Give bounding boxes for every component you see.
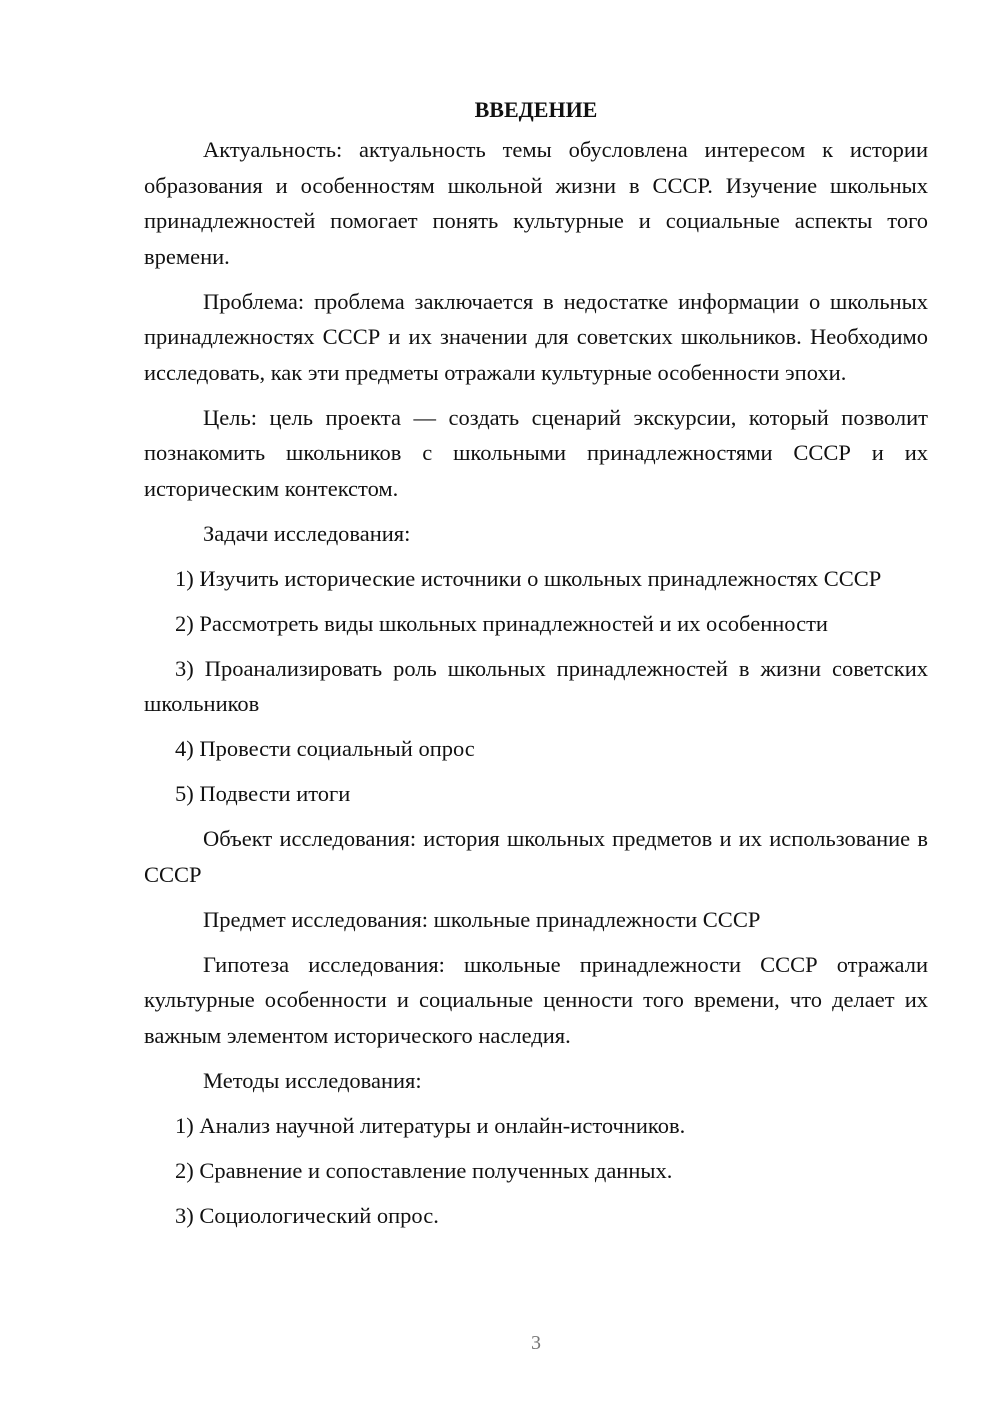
task-item: 1) Изучить исторические источники о школьных принадлежностях СССР — [175, 565, 882, 591]
method-item: 1) Анализ научной литературы и онлайн-источников. — [175, 1112, 686, 1138]
task-item: 5) Подвести итоги — [175, 781, 351, 806]
task-item: 3) Проанализировать роль школьных принадлежностей в жизни советских школьников — [144, 655, 928, 716]
section-title: ВВЕДЕНИЕ — [474, 97, 598, 122]
method-item: 3) Социологический опрос. — [175, 1202, 439, 1228]
methods-heading: Методы исследования: — [203, 1067, 422, 1093]
goal-paragraph: Цель: цель проекта — создать сценарий экскурсии, который позволит познакомить школьников с школьными принадлежностями СССР и их историческим контекстом. — [144, 404, 928, 501]
document-page — [144, 90, 928, 1243]
tasks-heading: Задачи исследования: — [203, 520, 411, 546]
page-number: 3 — [531, 1332, 541, 1354]
subject-paragraph: Предмет исследования: школьные принадлежности СССР — [203, 906, 761, 932]
task-item: 2) Рассмотреть виды школьных принадлежностей и их особенности — [175, 610, 828, 636]
method-item: 2) Сравнение и сопоставление полученных данных. — [175, 1157, 673, 1183]
object-paragraph: Объект исследования: история школьных предметов и их использование в СССР — [144, 826, 928, 887]
problem-paragraph: Проблема: проблема заключается в недостатке информации о школьных принадлежностях СССР и их значении для советских школьников. Необходимо исследовать, как эти предметы отражали культурные особенности эпохи. — [144, 288, 928, 385]
hypothesis-paragraph: Гипотеза исследования: школьные принадлежности СССР отражали культурные особенности и социальные ценности того времени, что делает их важным элементом исторического наследия. — [144, 951, 928, 1048]
relevance-paragraph: Актуальность: актуальность темы обусловлена интересом к истории образования и особенностям школьной жизни в СССР. Изучение школьных принадлежностей помогает понять культурные и социальные аспекты того времени. — [144, 137, 928, 269]
task-item: 4) Провести социальный опрос — [175, 736, 475, 761]
